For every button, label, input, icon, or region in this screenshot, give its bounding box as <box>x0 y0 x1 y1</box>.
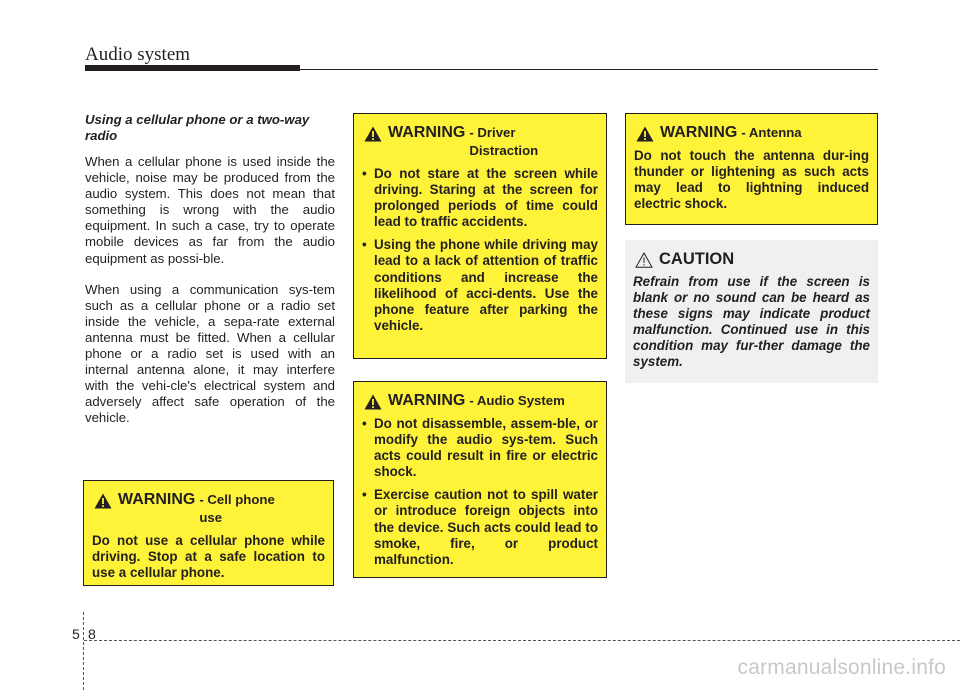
warning-triangle-icon <box>364 126 382 142</box>
warning-label: WARNING <box>118 491 196 508</box>
warning-box-audio-system <box>353 381 607 578</box>
warning-text: Do not touch the antenna dur-ing thunder or lightening as such acts may lead to lightning induced electric shock. <box>634 148 869 212</box>
page-number: 8 <box>88 626 96 642</box>
body-paragraph: When a cellular phone is used inside the vehicle, noise may be produced from the audio system. This does not mean that something is wrong with the audio equipment. In such a case, try to operate mobile devices as far from the audio equipment as possi-ble. <box>85 154 335 266</box>
section-subheading: Using a cellular phone or a two-way radio <box>85 112 310 143</box>
warning-box-cell-phone <box>83 480 334 586</box>
body-paragraph: When using a communication sys-tem such as a cellular phone or a radio set inside the vehicle, a sepa-rate external antenna must be fitted. When a cellular phone or a radio set is used with an internal antenna alone, it may interfere with the vehi-cle's electrical system and adversely affect safe operation of the vehicle. <box>85 281 335 426</box>
warning-title-row <box>634 124 869 142</box>
warning-subtitle: - Antenna <box>741 125 802 140</box>
warning-triangle-icon <box>636 126 654 142</box>
warning-bullet-list <box>362 416 598 568</box>
warning-label: WARNING <box>660 124 738 141</box>
section-number: 5 <box>72 626 80 642</box>
footer-horizontal-guide <box>84 640 960 641</box>
warning-label: WARNING <box>388 124 466 141</box>
warning-box-antenna <box>625 113 878 225</box>
header-rule-thick <box>85 65 300 71</box>
warning-title-row <box>362 392 598 410</box>
warning-bullet-list <box>362 166 598 334</box>
warning-box-driver-distraction <box>353 113 607 359</box>
caution-title-row <box>633 250 870 268</box>
warning-label: WARNING <box>388 392 466 409</box>
watermark-text: carmanualsonline.info <box>737 656 946 679</box>
left-column <box>85 112 335 442</box>
warning-triangle-icon <box>364 394 382 410</box>
caution-label: CAUTION <box>659 250 735 268</box>
warning-bullet: • Using the phone while driving may lead to a lack of attention of traffic conditions and increase the likelihood of acci-dents. Use the phone feature after parking the vehicle. <box>362 237 598 334</box>
caution-text: Refrain from use if the screen is blank or no sound can be heard as these signs may indicate product malfunction. Continued use in this condition may fur-ther damage the system. <box>633 274 870 370</box>
warning-triangle-icon <box>94 493 112 509</box>
warning-subtitle: - Driver Distraction <box>469 125 539 158</box>
warning-title-row <box>362 124 598 160</box>
warning-bullet: • Do not stare at the screen while driving. Staring at the screen for prolonged periods of time could lead to traffic accidents. <box>362 166 598 230</box>
caution-box <box>625 240 878 383</box>
page-header-title: Audio system <box>85 44 191 65</box>
warning-subtitle: - Audio System <box>469 393 565 408</box>
warning-text: Do not use a cellular phone while driving. Stop at a safe location to use a cellular phone. <box>92 533 325 581</box>
caution-triangle-icon <box>635 252 653 268</box>
footer-vertical-guide <box>83 612 84 690</box>
warning-bullet: • Exercise caution not to spill water or introduce foreign objects into the device. Such acts could lead to smoke, fire, or product malfunction. <box>362 487 598 567</box>
warning-subtitle: - Cell phone use <box>199 492 275 525</box>
warning-bullet: • Do not disassemble, assem-ble, or modify the audio sys-tem. Such acts could result in fire or electric shock. <box>362 416 598 480</box>
header-rule-thin <box>300 69 878 70</box>
warning-title-row <box>92 491 325 527</box>
